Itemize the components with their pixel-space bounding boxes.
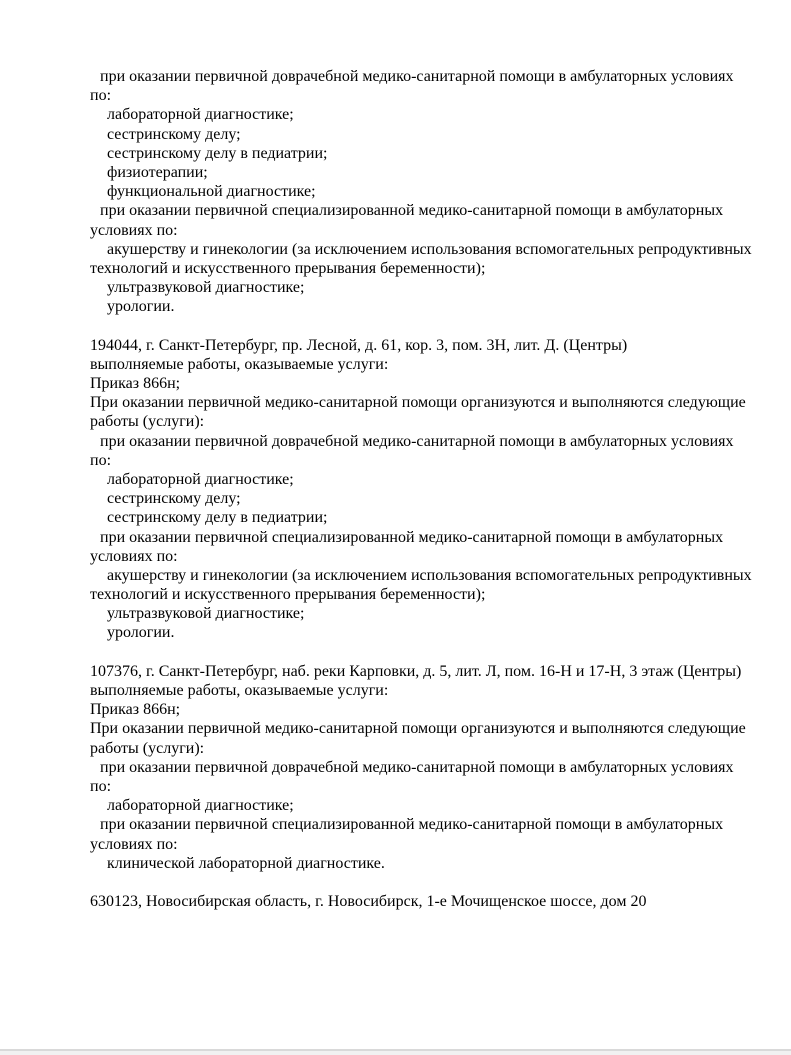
doc-line: выполняемые работы, оказываемые услуги: (90, 355, 389, 373)
doc-line: выполняемые работы, оказываемые услуги: (90, 682, 389, 699)
doc-line: урологии. (107, 298, 175, 316)
doc-line: по: (90, 777, 112, 795)
doc-line: акушерству и гинекологии (за исключением использования вспомогательных репродуктивных (107, 240, 752, 258)
doc-line: при оказании первичной доврачебной медико-санитарной помощи в амбулаторных условиях (100, 432, 734, 450)
doc-blank-line (90, 316, 785, 335)
doc-line: сестринскому делу в педиатрии; (107, 144, 328, 162)
doc-line: условиях по: (90, 221, 178, 239)
doc-line: 630123, Новосибирская область, г. Новосибирск, 1-е Мочищенское шоссе, дом 20 (90, 893, 647, 911)
doc-line: 194044, г. Санкт-Петербург, пр. Лесной, д. 61, кор. 3, пом. 3Н, лит. Д. (Центры) (90, 336, 628, 354)
doc-line: 107376, г. Санкт-Петербург, наб. реки Карповки, д. 5, лит. Л, пом. 16-Н и 17-Н, 3 этаж (Центры) (90, 662, 742, 680)
doc-line: технологий и искусственного прерывания беременности); (90, 586, 486, 604)
doc-line: ультразвуковой диагностике; (107, 279, 305, 297)
doc-line: при оказании первичной специализированной медико-санитарной помощи в амбулаторных (100, 202, 724, 220)
doc-line: Приказ 866н; (90, 375, 181, 392)
doc-line: работы (услуги): (90, 739, 205, 757)
doc-line: клинической лабораторной диагностике. (107, 854, 385, 872)
doc-line: условиях по: (90, 547, 178, 565)
doc-blank-line (90, 873, 785, 892)
doc-line: сестринскому делу; (107, 490, 241, 508)
doc-line: физиотерапии; (107, 163, 208, 181)
doc-line: акушерству и гинекологии (за исключением использования вспомогательных репродуктивных (107, 566, 752, 584)
doc-line: при оказании первичной специализированной медико-санитарной помощи в амбулаторных (100, 816, 724, 834)
doc-line: При оказании первичной медико-санитарной помощи организуются и выполняются следующие (90, 720, 746, 738)
doc-line: функциональной диагностике; (107, 183, 316, 201)
document-text-body (90, 67, 785, 911)
doc-line: по: (90, 451, 112, 469)
doc-line: при оказании первичной доврачебной медико-санитарной помощи в амбулаторных условиях (100, 68, 734, 85)
doc-line: при оказании первичной доврачебной медико-санитарной помощи в амбулаторных условиях (100, 758, 734, 776)
doc-line: работы (услуги): (90, 413, 205, 431)
doc-line: при оказании первичной специализированной медико-санитарной помощи в амбулаторных (100, 528, 724, 546)
doc-line: Приказ 866н; (90, 701, 181, 719)
doc-line: условиях по: (90, 835, 178, 853)
doc-line: сестринскому делу; (107, 125, 241, 143)
doc-line: лабораторной диагностике; (107, 470, 294, 488)
doc-line: лабораторной диагностике; (107, 106, 294, 124)
doc-line: ультразвуковой диагностике; (107, 605, 305, 623)
page-bottom-divider (0, 1049, 791, 1055)
doc-line: сестринскому делу в педиатрии; (107, 509, 328, 527)
doc-line: лабораторной диагностике; (107, 797, 294, 815)
doc-line: по: (90, 87, 112, 105)
doc-line: технологий и искусственного прерывания беременности); (90, 259, 486, 277)
doc-line: урологии. (107, 624, 175, 642)
doc-blank-line (90, 643, 785, 662)
doc-line: При оказании первичной медико-санитарной помощи организуются и выполняются следующие (90, 394, 746, 412)
